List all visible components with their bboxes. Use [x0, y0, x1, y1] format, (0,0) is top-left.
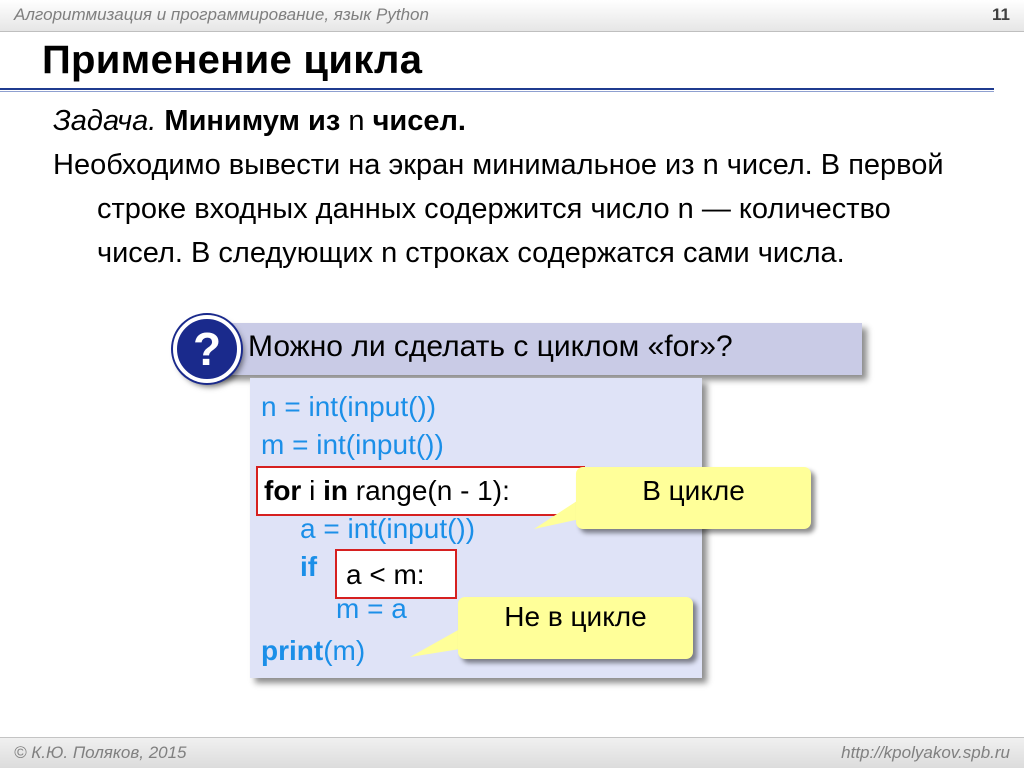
code-line-6: m = a [336, 593, 407, 624]
site-url: http://kpolyakov.spb.ru [841, 743, 1010, 762]
task-heading-n: n [348, 105, 365, 137]
task-heading-text-b: чисел. [372, 105, 466, 137]
keyword-for: for [264, 475, 302, 506]
question-mark-icon [173, 315, 241, 383]
task-heading-text-a: Минимум из [164, 105, 341, 137]
slide-footer [0, 737, 1024, 768]
question-mark-glyph: ? [192, 323, 222, 375]
callout-not-in-loop [458, 597, 693, 659]
task-heading [53, 99, 983, 143]
keyword-print: print [261, 635, 324, 666]
code-line-3 [264, 475, 510, 507]
question-bar [200, 323, 862, 375]
author-copyright: © К.Ю. Поляков, 2015 [14, 743, 187, 762]
code-line-7 [261, 635, 365, 667]
course-title: Алгоритмизация и программирование, язык Python [14, 5, 429, 24]
callout-tail-not-in-loop [405, 625, 465, 665]
code-line-2: m = int(input()) [261, 429, 444, 460]
range-call: range(n - 1): [348, 475, 510, 506]
loop-variable: i [301, 475, 324, 506]
callout-not-in-loop-text: Не в цикле [504, 601, 647, 632]
code-line-5-keyword [300, 551, 317, 583]
code-line-1: n = int(input()) [261, 391, 437, 422]
print-args: (m) [323, 635, 366, 666]
title-divider [0, 88, 994, 90]
task-text: Необходимо вывести на экран минимальное из n чисел. В первой строке входных данных содержится число n — количество чисел. В следующих n строках содержатся сами числа. [53, 149, 944, 269]
task-label: Задача. [53, 105, 157, 137]
code-line-4: a = int(input()) [300, 513, 476, 544]
keyword-in: in [323, 475, 348, 506]
slide-header [0, 0, 1024, 32]
task-description [53, 99, 983, 275]
slide-title: Применение цикла [42, 38, 423, 82]
callout-in-loop [576, 467, 811, 529]
callout-in-loop-text: В цикле [642, 475, 745, 506]
if-condition: a < m: [346, 559, 425, 590]
page-number: 11 [992, 5, 1010, 24]
question-text: Можно ли сделать с циклом «for»? [248, 330, 733, 363]
keyword-if: if [300, 551, 318, 582]
title-divider-shadow [0, 91, 994, 92]
